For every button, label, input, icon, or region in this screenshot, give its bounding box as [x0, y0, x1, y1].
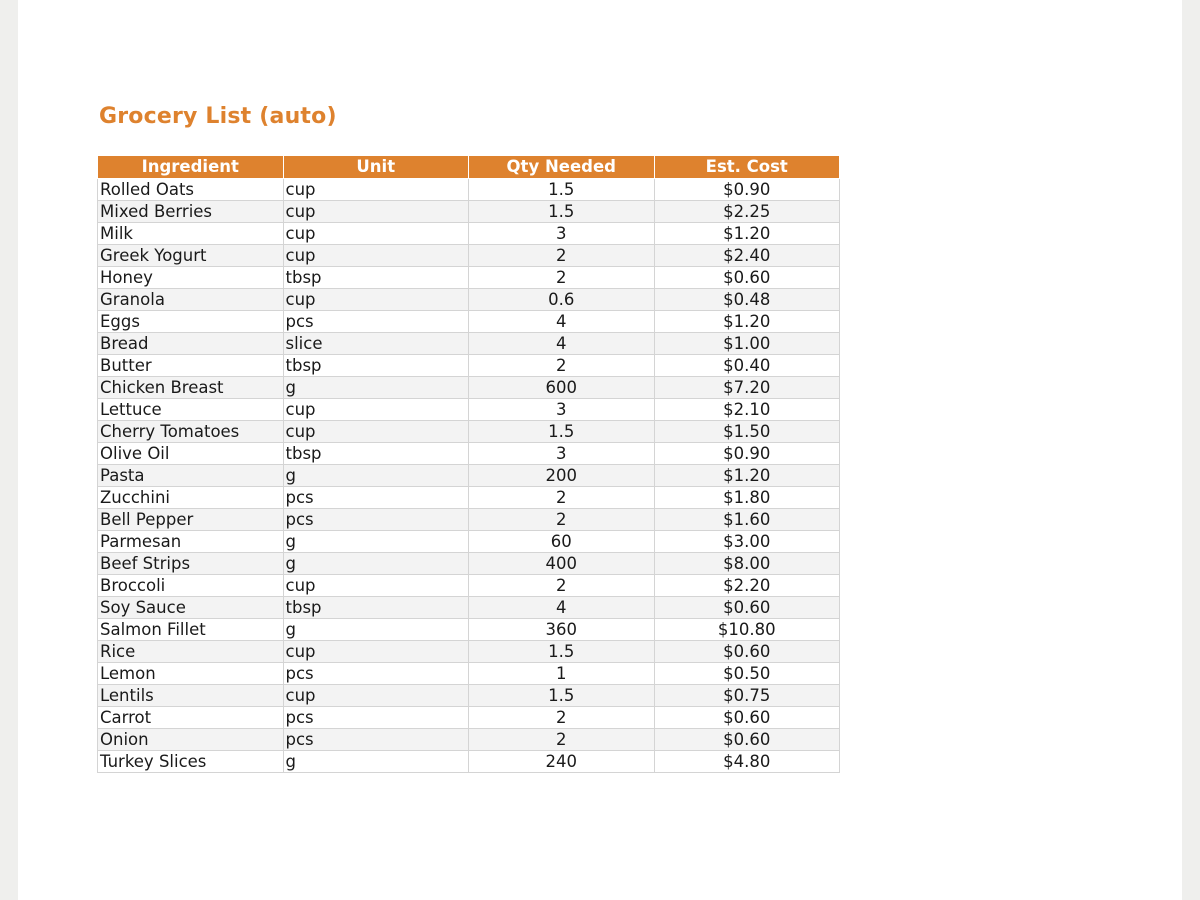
ingredient-cell: Olive Oil: [98, 443, 284, 465]
ingredient-cell: Pasta: [98, 465, 284, 487]
qty-cell: 4: [469, 311, 655, 333]
cost-cell: $1.20: [654, 311, 840, 333]
table-row: [98, 641, 840, 663]
ingredient-cell: Salmon Fillet: [98, 619, 284, 641]
table-row: [98, 553, 840, 575]
cost-cell: $1.60: [654, 509, 840, 531]
table-row: [98, 355, 840, 377]
table-body: [98, 179, 840, 773]
cost-cell: $0.60: [654, 729, 840, 751]
unit-cell: pcs: [283, 311, 469, 333]
ingredient-cell: Broccoli: [98, 575, 284, 597]
table-row: [98, 179, 840, 201]
cost-cell: $0.60: [654, 707, 840, 729]
cost-cell: $1.20: [654, 465, 840, 487]
ingredient-cell: Greek Yogurt: [98, 245, 284, 267]
qty-cell: 1.5: [469, 421, 655, 443]
ingredient-cell: Onion: [98, 729, 284, 751]
unit-cell: pcs: [283, 707, 469, 729]
document-page: [18, 0, 1182, 900]
header-unit: Unit: [283, 156, 469, 179]
unit-cell: cup: [283, 289, 469, 311]
qty-cell: 1: [469, 663, 655, 685]
cost-cell: $0.90: [654, 179, 840, 201]
qty-cell: 360: [469, 619, 655, 641]
qty-cell: 1.5: [469, 641, 655, 663]
table-row: [98, 223, 840, 245]
qty-cell: 1.5: [469, 201, 655, 223]
qty-cell: 0.6: [469, 289, 655, 311]
unit-cell: tbsp: [283, 443, 469, 465]
header-ingredient: Ingredient: [98, 156, 284, 179]
unit-cell: tbsp: [283, 267, 469, 289]
ingredient-cell: Carrot: [98, 707, 284, 729]
cost-cell: $7.20: [654, 377, 840, 399]
table-row: [98, 685, 840, 707]
qty-cell: 2: [469, 487, 655, 509]
table-row: [98, 443, 840, 465]
unit-cell: g: [283, 465, 469, 487]
header-row: [98, 156, 840, 179]
ingredient-cell: Cherry Tomatoes: [98, 421, 284, 443]
unit-cell: tbsp: [283, 597, 469, 619]
table-row: [98, 575, 840, 597]
table-row: [98, 377, 840, 399]
unit-cell: pcs: [283, 729, 469, 751]
qty-cell: 3: [469, 399, 655, 421]
unit-cell: slice: [283, 333, 469, 355]
table-header: [98, 156, 840, 179]
table-row: [98, 399, 840, 421]
table-row: [98, 597, 840, 619]
table-row: [98, 333, 840, 355]
ingredient-cell: Bread: [98, 333, 284, 355]
ingredient-cell: Soy Sauce: [98, 597, 284, 619]
qty-cell: 200: [469, 465, 655, 487]
cost-cell: $2.10: [654, 399, 840, 421]
qty-cell: 2: [469, 267, 655, 289]
qty-cell: 60: [469, 531, 655, 553]
table-row: [98, 267, 840, 289]
qty-cell: 1.5: [469, 179, 655, 201]
unit-cell: cup: [283, 685, 469, 707]
ingredient-cell: Beef Strips: [98, 553, 284, 575]
ingredient-cell: Lettuce: [98, 399, 284, 421]
qty-cell: 1.5: [469, 685, 655, 707]
qty-cell: 2: [469, 729, 655, 751]
cost-cell: $0.60: [654, 267, 840, 289]
cost-cell: $1.00: [654, 333, 840, 355]
table-row: [98, 707, 840, 729]
cost-cell: $0.50: [654, 663, 840, 685]
ingredient-cell: Turkey Slices: [98, 751, 284, 773]
cost-cell: $4.80: [654, 751, 840, 773]
qty-cell: 600: [469, 377, 655, 399]
ingredient-cell: Chicken Breast: [98, 377, 284, 399]
ingredient-cell: Butter: [98, 355, 284, 377]
unit-cell: pcs: [283, 487, 469, 509]
cost-cell: $1.50: [654, 421, 840, 443]
qty-cell: 2: [469, 509, 655, 531]
table-row: [98, 289, 840, 311]
cost-cell: $0.40: [654, 355, 840, 377]
unit-cell: g: [283, 751, 469, 773]
cost-cell: $1.20: [654, 223, 840, 245]
unit-cell: g: [283, 531, 469, 553]
header-est-cost: Est. Cost: [654, 156, 840, 179]
unit-cell: cup: [283, 421, 469, 443]
cost-cell: $3.00: [654, 531, 840, 553]
qty-cell: 2: [469, 707, 655, 729]
cost-cell: $1.80: [654, 487, 840, 509]
table-row: [98, 311, 840, 333]
table-row: [98, 531, 840, 553]
unit-cell: g: [283, 553, 469, 575]
ingredient-cell: Honey: [98, 267, 284, 289]
cost-cell: $0.60: [654, 597, 840, 619]
table-row: [98, 245, 840, 267]
table-row: [98, 509, 840, 531]
unit-cell: g: [283, 377, 469, 399]
unit-cell: pcs: [283, 663, 469, 685]
ingredient-cell: Rolled Oats: [98, 179, 284, 201]
ingredient-cell: Bell Pepper: [98, 509, 284, 531]
unit-cell: cup: [283, 399, 469, 421]
ingredient-cell: Lemon: [98, 663, 284, 685]
unit-cell: tbsp: [283, 355, 469, 377]
cost-cell: $0.75: [654, 685, 840, 707]
table-row: [98, 663, 840, 685]
grocery-table: [97, 155, 840, 773]
unit-cell: cup: [283, 201, 469, 223]
table-row: [98, 729, 840, 751]
qty-cell: 400: [469, 553, 655, 575]
qty-cell: 2: [469, 575, 655, 597]
cost-cell: $2.20: [654, 575, 840, 597]
qty-cell: 240: [469, 751, 655, 773]
ingredient-cell: Granola: [98, 289, 284, 311]
ingredient-cell: Zucchini: [98, 487, 284, 509]
qty-cell: 4: [469, 333, 655, 355]
unit-cell: cup: [283, 179, 469, 201]
ingredient-cell: Lentils: [98, 685, 284, 707]
page-title: Grocery List (auto): [99, 104, 337, 129]
qty-cell: 3: [469, 443, 655, 465]
cost-cell: $8.00: [654, 553, 840, 575]
ingredient-cell: Mixed Berries: [98, 201, 284, 223]
cost-cell: $10.80: [654, 619, 840, 641]
qty-cell: 3: [469, 223, 655, 245]
cost-cell: $0.90: [654, 443, 840, 465]
header-qty-needed: Qty Needed: [469, 156, 655, 179]
table-row: [98, 751, 840, 773]
table-row: [98, 487, 840, 509]
ingredient-cell: Eggs: [98, 311, 284, 333]
unit-cell: cup: [283, 223, 469, 245]
table-row: [98, 421, 840, 443]
ingredient-cell: Milk: [98, 223, 284, 245]
unit-cell: cup: [283, 575, 469, 597]
cost-cell: $0.48: [654, 289, 840, 311]
cost-cell: $2.25: [654, 201, 840, 223]
table-row: [98, 465, 840, 487]
table-row: [98, 201, 840, 223]
qty-cell: 2: [469, 245, 655, 267]
cost-cell: $0.60: [654, 641, 840, 663]
table-row: [98, 619, 840, 641]
unit-cell: g: [283, 619, 469, 641]
unit-cell: cup: [283, 641, 469, 663]
ingredient-cell: Rice: [98, 641, 284, 663]
qty-cell: 2: [469, 355, 655, 377]
unit-cell: cup: [283, 245, 469, 267]
cost-cell: $2.40: [654, 245, 840, 267]
unit-cell: pcs: [283, 509, 469, 531]
qty-cell: 4: [469, 597, 655, 619]
ingredient-cell: Parmesan: [98, 531, 284, 553]
